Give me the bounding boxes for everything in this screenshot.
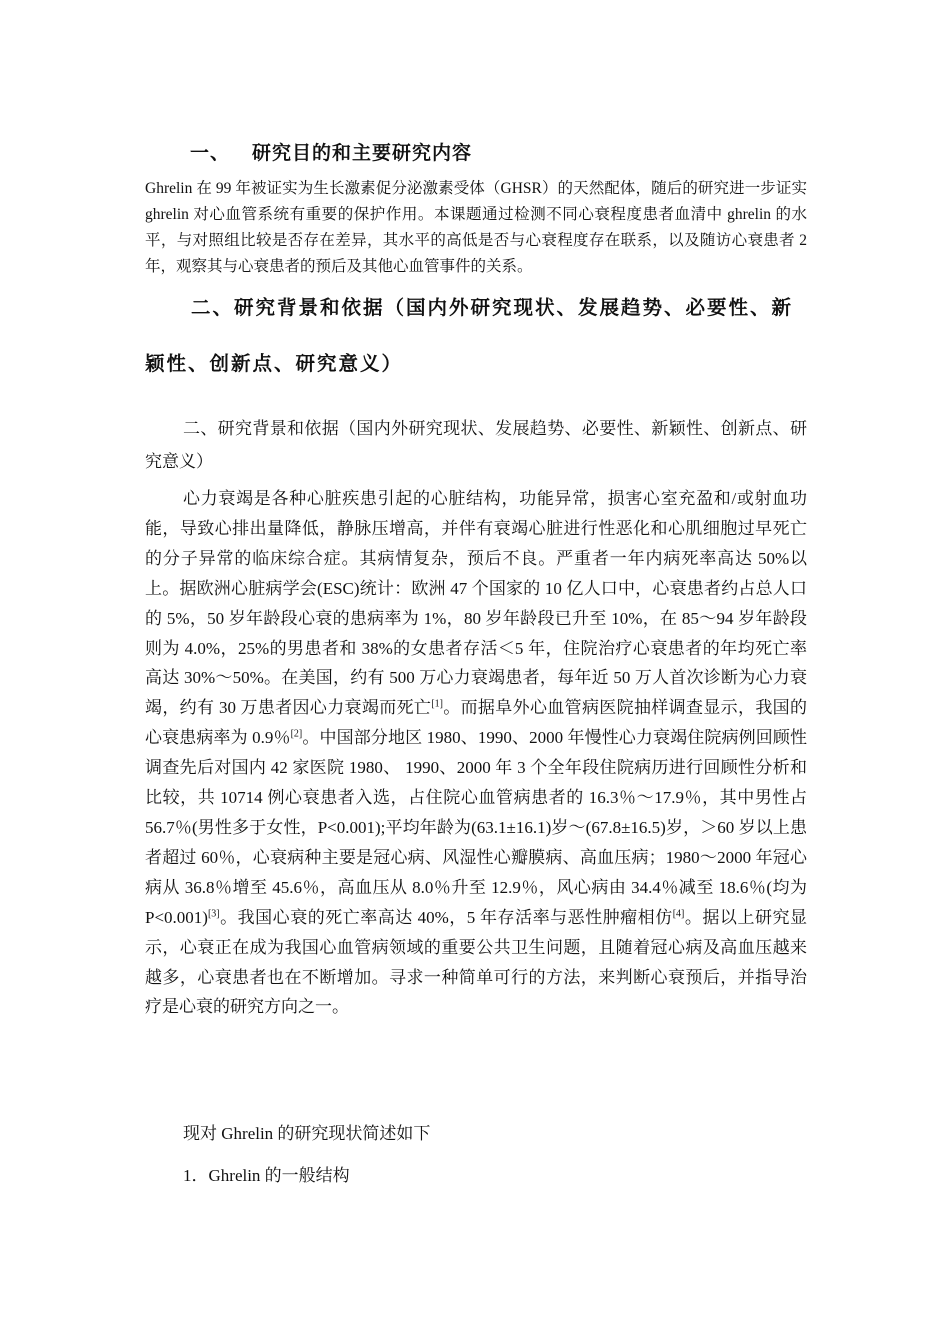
text-segment: 。中国部分地区 1980、1990、2000 年慢性心力衰竭住院病例回顾性调查先后对国内 42 家医院 1980、 1990、2000 年 3 个全年段住院病历进行回顾性分析和比较，共 10714 例心衰患者入选，占住院心血管病患者的 16.3％～17.9％，其中男性占 56.7％(男性多于女性，P<0.001);平均年龄为(63.1±16.1)岁～(67.8±16.5)岁，＞60 岁以上患者超过 60％，心衰病种主要是冠心病、风湿性心瓣膜病、高血压病；1980～2000 年冠心病从 36.8％增至 45.6％，高血压从 8.0％升至 12.9％，风心病由 34.4％减至 18.6％(均为 P<0.001) <box>145 728 808 927</box>
heading-number: 一、 <box>190 142 231 164</box>
citation-ref: [3] <box>207 908 220 920</box>
heading-title: 研究目的和主要研究内容 <box>252 142 473 164</box>
subsection-heading-ghrelin-structure: 1．Ghrelin 的一般结构 <box>183 1166 350 1185</box>
text-segment: 。而据阜外心血管病医院抽样调查显示，我国的心衰患病率为 0.9％ <box>145 698 808 748</box>
text-segment: 。据以上研究显示，心衰正在成为我国心血管病领域的重要公共卫生问题，且随着冠心病及高血压越来越多，心衰患者也在不断增加。寻求一种简单可行的方法，来判断心衰预后，并指导治疗是心衰的研究方向之一。 <box>145 907 807 1017</box>
text-segment: 。我国心衰的死亡率高达 40%，5 年存活率与恶性肿瘤相仿 <box>219 907 673 927</box>
section-heading-1 <box>190 138 472 165</box>
paragraph-heart-failure-background <box>145 484 807 1022</box>
paragraph-ghrelin-intro: 现对 Ghrelin 的研究现状简述如下 <box>183 1124 431 1143</box>
paragraph-research-objective: Ghrelin 在 99 年被证实为生长激素促分泌激素受体（GHSR）的天然配体，随后的研究进一步证实 ghrelin 对心血管系统有重要的保护作用。本课题通过检测不同心衰程度患者血清中 ghrelin 的水平，与对照组比较是否存在差异，其水平的高低是否与心衰程度存在联系，以及随访心衰患者 2 年，观察其与心衰患者的预后及其他心血管事件的关系。 <box>145 180 807 275</box>
citation-ref: [4] <box>672 908 685 920</box>
citation-ref: [2] <box>290 728 303 740</box>
section-heading-2: 二、研究背景和依据（国内外研究现状、发展趋势、必要性、新颖性、创新点、研究意义） <box>145 296 794 375</box>
citation-ref: [1] <box>431 698 443 710</box>
paragraph-background-title: 二、研究背景和依据（国内外研究现状、发展趋势、必要性、新颖性、创新点、研究意义） <box>145 419 807 471</box>
text-segment: 心力衰竭是各种心脏疾患引起的心脏结构，功能异常，损害心室充盈和/或射血功能，导致心排出量降低，静脉压增高，并伴有衰竭心脏进行性恶化和心肌细胞过早死亡的分子异常的临床综合症。其病情复杂，预后不良。严重者一年内病死率高达 50%以上。据欧洲心脏病学会(ESC)统计：欧洲 47 个国家的 10 亿人口中，心衰患者约占总人口的 5%，50 岁年龄段心衰的患病率为 1%，80 岁年龄段已升至 10%，在 85～94 岁年龄段则为 4.0%，25%的男患者和 38%的女患者存活＜5 年，住院治疗心衰患者的年均死亡率高达 30%～50%。在美国，约有 500 万心力衰竭患者，每年近 50 万人首次诊断为心力衰竭，约有 30 万患者因心力衰竭而死亡 <box>145 489 807 718</box>
